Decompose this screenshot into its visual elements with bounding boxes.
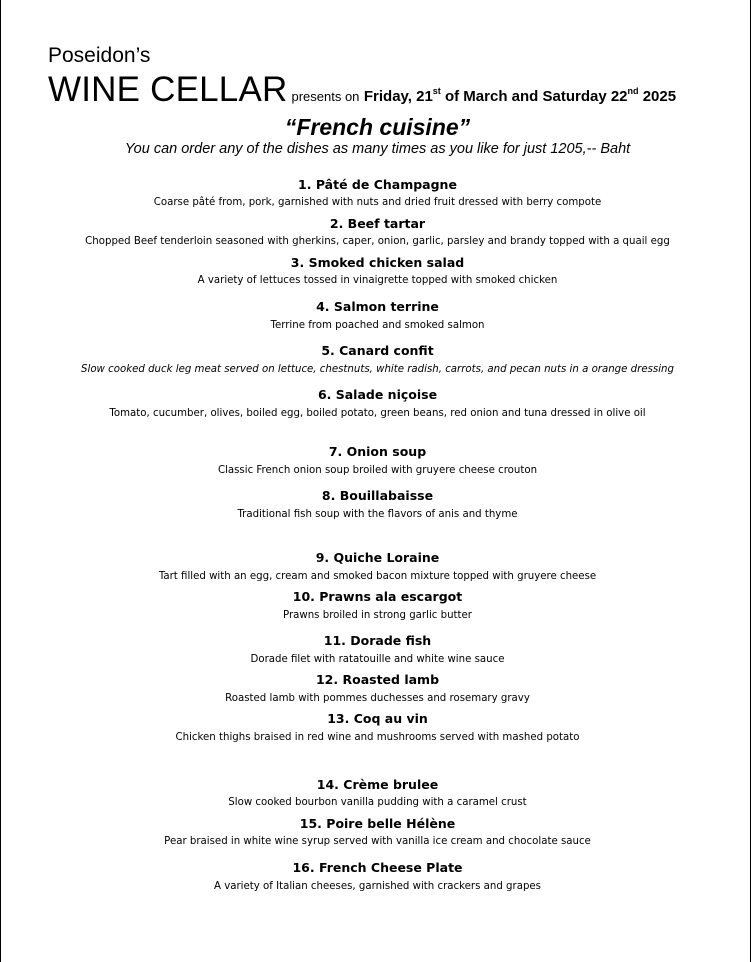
dish-title: 1. Pâté de Champagne [298, 177, 457, 192]
date-part-2: of March and Saturday 22 [440, 88, 628, 105]
date-sup-1: st [432, 86, 441, 96]
dish-title: 12. Roasted lamb [315, 672, 440, 687]
brand-line-2: WINE CELLAR [48, 70, 288, 109]
event-dates [364, 88, 676, 105]
dish-title: 14. Crème brulee [316, 777, 439, 792]
dish-description: Terrine from poached and smoked salmon [270, 320, 485, 331]
dish-title: 15. Poire belle Hélène [299, 816, 456, 831]
dish-title: 8. Bouillabaisse [321, 488, 434, 503]
dish-description: Roasted lamb with pommes duchesses and rosemary gravy [225, 693, 530, 704]
brand-line-1: Poseidon’s [48, 44, 151, 67]
dish-description: A variety of lettuces tossed in vinaigrette topped with smoked chicken [197, 275, 558, 286]
presents-text: presents on [291, 89, 360, 104]
dish-title: 5. Canard confit [321, 343, 434, 358]
dish-title: 9. Quiche Loraine [315, 550, 440, 565]
dish-description: Pear braised in white wine syrup served with vanilla ice cream and chocolate sauce [164, 836, 591, 847]
date-sup-2: nd [627, 86, 639, 96]
dish-description: Dorade filet with ratatouille and white wine sauce [250, 654, 505, 665]
dish-description: Tart filled with an egg, cream and smoked bacon mixture topped with gruyere cheese [158, 571, 597, 582]
tagline: You can order any of the dishes as many times as you like for just 1205,-- Baht [124, 141, 631, 157]
dish-title: 2. Beef tartar [329, 216, 426, 231]
dish-description: Chopped Beef tenderloin seasoned with gherkins, caper, onion, garlic, parsley and brandy topped with a quail egg [85, 236, 670, 247]
date-part-1: Friday, 21 [363, 88, 433, 105]
dish-title: 11. Dorade fish [323, 633, 432, 648]
dish-title: 10. Prawns ala escargot [292, 589, 463, 604]
dish-description: Coarse pâté from, pork, garnished with nuts and dried fruit dressed with berry compote [153, 197, 602, 208]
dish-description: Tomato, cucumber, olives, boiled egg, boiled potato, green beans, red onion and tuna dressed in olive oil [109, 408, 646, 419]
dish-description: Traditional fish soup with the flavors of anis and thyme [237, 509, 518, 520]
dish-title: 3. Smoked chicken salad [290, 255, 465, 270]
dish-title: 7. Onion soup [328, 444, 427, 459]
dish-description: Slow cooked duck leg meat served on lettuce, chestnuts, white radish, carrots, and pecan nuts in a orange dressing [81, 364, 674, 375]
dish-title: 4. Salmon terrine [316, 299, 439, 314]
dish-title: 13. Coq au vin [327, 711, 428, 726]
dish-description: Chicken thighs braised in red wine and mushrooms served with mashed potato [175, 732, 580, 743]
dish-title: 6. Salade niçoise [317, 387, 438, 402]
header-row [48, 70, 676, 110]
dish-description: Classic French onion soup broiled with gruyere cheese crouton [217, 465, 538, 476]
dish-description: Prawns broiled in strong garlic butter [283, 610, 472, 621]
date-part-3: 2025 [638, 88, 677, 105]
dish-description: Slow cooked bourbon vanilla pudding with a caramel crust [228, 797, 527, 808]
dish-description: A variety of Italian cheeses, garnished with crackers and grapes [214, 881, 541, 892]
cuisine-title: “French cuisine” [284, 114, 471, 140]
dish-title: 16. French Cheese Plate [292, 860, 463, 875]
